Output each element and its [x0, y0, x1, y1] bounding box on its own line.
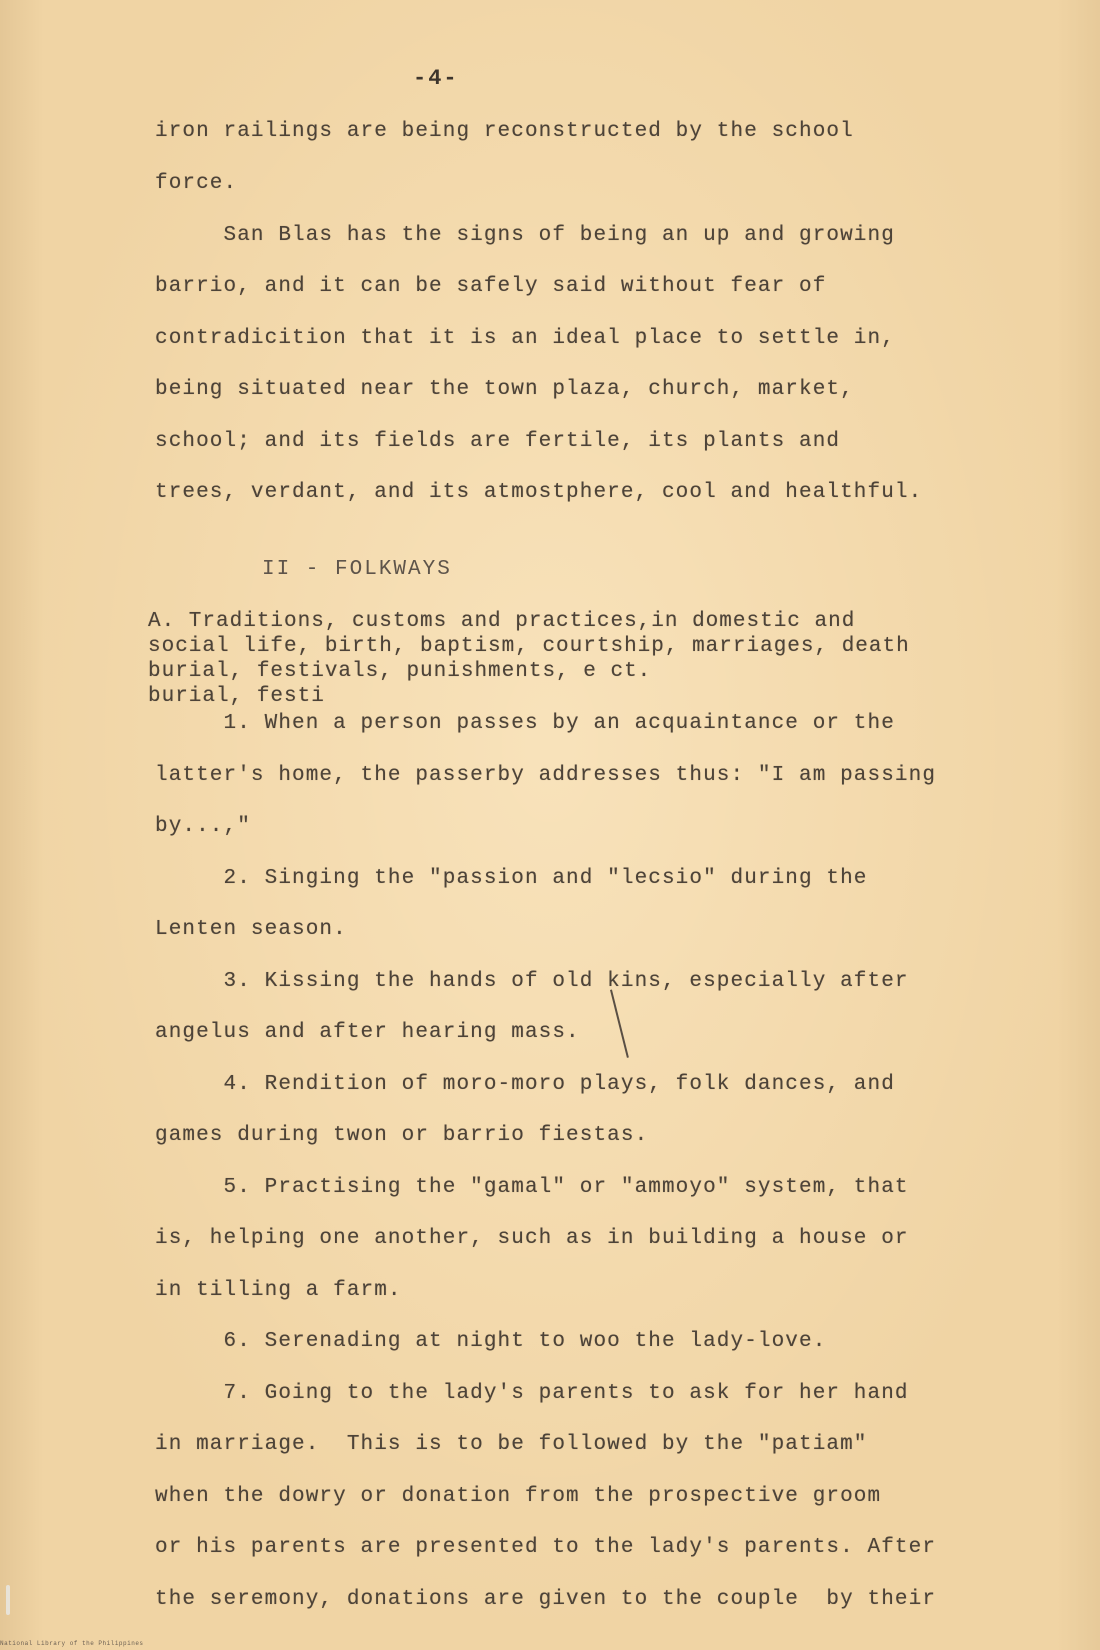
subheading-line: burial, festi [148, 685, 325, 708]
list-item-line: 4. Rendition of moro-moro plays, folk dances, and [155, 1073, 895, 1096]
list-item-line: 3. Kissing the hands of old kins, especially after [155, 970, 909, 993]
page-number: -4- [413, 66, 459, 91]
list-item-line: 2. Singing the "passion and "lecsio" during the [155, 867, 868, 890]
list-item-line: when the dowry or donation from the prospective groom [155, 1485, 882, 1508]
list-item-line: 7. Going to the lady's parents to ask for her hand [155, 1382, 909, 1405]
body-line: school; and its fields are fertile, its plants and [155, 430, 841, 453]
list-item-line: the seremony, donations are given to the couple by their [155, 1588, 937, 1611]
footer-credit: National Library of the Philippines [0, 1640, 144, 1647]
subheading-line: burial, festivals, punishments, e ct. [148, 660, 652, 683]
list-item-line: latter's home, the passerby addresses thus: "I am passing [155, 764, 937, 787]
pencil-stroke-mark [610, 990, 629, 1058]
body-line: iron railings are being reconstructed by the school [155, 120, 854, 143]
subheading-line: social life, birth, baptism, courtship, marriages, death [148, 635, 910, 658]
list-item-line: 5. Practising the "gamal" or "ammoyo" system, that [155, 1176, 909, 1199]
list-item-line: in tilling a farm. [155, 1279, 402, 1302]
list-item-line: Lenten season. [155, 918, 347, 941]
list-item-line: games during twon or barrio fiestas. [155, 1124, 649, 1147]
list-item-line: or his parents are presented to the lady's parents. After [155, 1536, 937, 1559]
subheading-line: A. Traditions, customs and practices,in domestic and [148, 610, 856, 633]
body-line: force. [155, 172, 238, 195]
list-item-line: angelus and after hearing mass. [155, 1021, 580, 1044]
list-item-line: is, helping one another, such as in building a house or [155, 1227, 909, 1250]
list-item-line: 6. Serenading at night to woo the lady-love. [155, 1330, 827, 1353]
body-line: San Blas has the signs of being an up and growing [155, 224, 895, 247]
body-line: being situated near the town plaza, church, market, [155, 378, 854, 401]
margin-mark [6, 1585, 10, 1615]
body-line: contradicition that it is an ideal place to settle in, [155, 327, 895, 350]
list-item-line: in marriage. This is to be followed by the "patiam" [155, 1433, 868, 1456]
list-item-line: 1. When a person passes by an acquaintance or the [155, 712, 895, 735]
section-heading: II - FOLKWAYS [262, 558, 452, 581]
body-line: barrio, and it can be safely said without fear of [155, 275, 827, 298]
body-line: trees, verdant, and its atmostphere, cool and healthful. [155, 481, 923, 504]
list-item-line: by...," [155, 815, 251, 838]
